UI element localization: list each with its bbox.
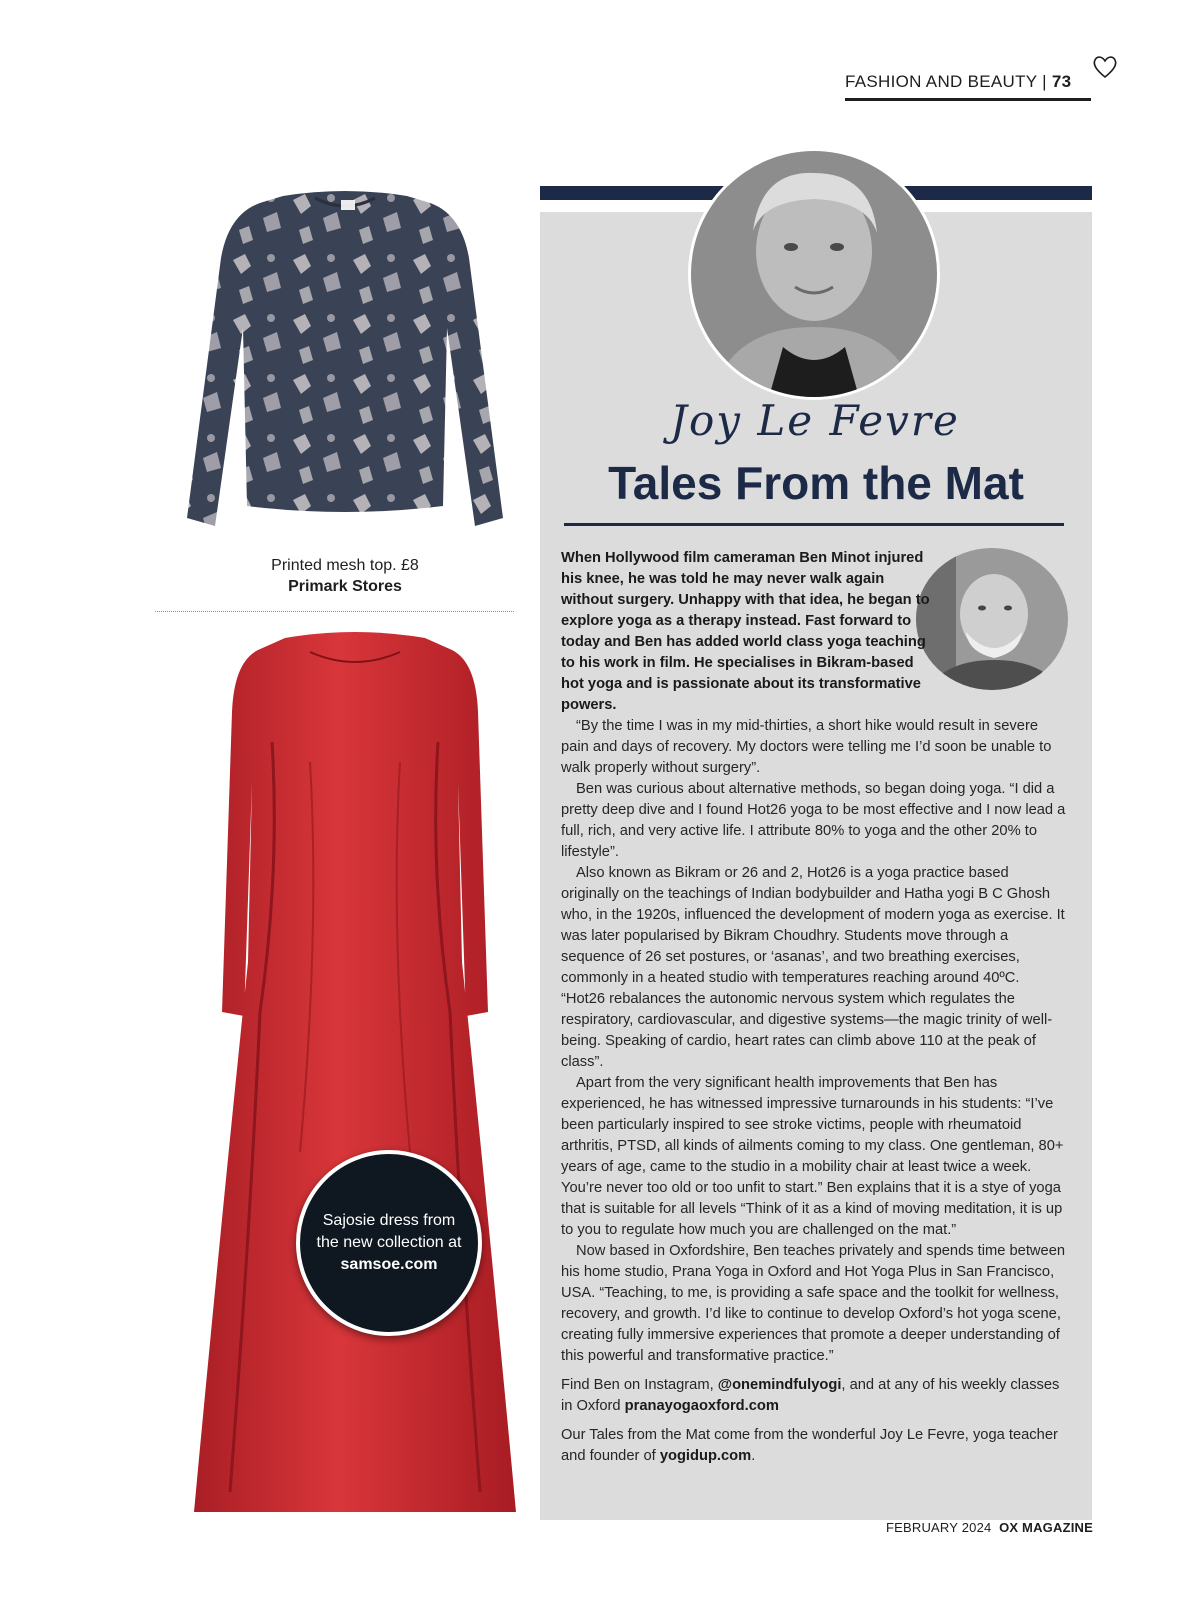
heart-icon (1091, 54, 1119, 80)
section-label: FASHION AND BEAUTY | (845, 72, 1047, 91)
dress-caption-line2: the new collection at (316, 1234, 462, 1251)
instagram-handle[interactable]: @onemindfulyogi (717, 1377, 842, 1393)
find-ben-middle: , and at any of his weekly classes in Oxford (561, 1377, 1060, 1414)
dress-caption-badge (296, 1150, 482, 1336)
yogidup-website-link[interactable]: yogidup.com (659, 1448, 752, 1464)
credit-suffix: . (751, 1448, 756, 1464)
article-lead: When Hollywood film cameraman Ben Minot injured his knee, he was told he may never walk again without surgery. Unhappy with that idea, he began to explore yoga as a therapy instead. Fast forward to today and Ben has added world class yoga teaching to his work in film. He specialises in Bikram-based hot yoga and is passionate about its transformative powers. (561, 550, 930, 713)
article-paragraph: Also known as Bikram or 26 and 2, Hot26 is a yoga practice based originally on the teachings of Indian bodybuilder and Hatha yogi B C Ghosh who, in the 1920s, influenced the development of modern yoga as exercise. It was later popularised by Bikram Choudhry. Students move through a sequence of 26 set postures, or ‘asanas’, and two breathing exercises, commonly in a heated studio with temperatures reaching around 40ºC. “Hot26 rebalances the autonomic nervous system which regulates the respiratory, cardiovascular, and digestive systems—the magic trinity of well-being. Speaking of cardio, heart rates can climb above 110 at the peak of class”. (561, 865, 1065, 1070)
header-text (845, 72, 1071, 92)
page-number: 73 (1051, 72, 1072, 91)
header-rule (845, 98, 1091, 101)
credit-note (561, 1425, 1067, 1467)
title-rule (564, 523, 1064, 526)
top-caption-text: Printed mesh top. £8 (271, 557, 419, 574)
joy-portrait-image (691, 151, 937, 397)
top-caption (175, 555, 515, 597)
article-paragraph: Now based in Oxfordshire, Ben teaches privately and spends time between his home studio, Prana Yoga in Oxford and Hot Yoga Plus in San Francisco, USA. “Teaching, to me, is providing a safe space and the toolkit for wellness, recovery, and growth. I’d like to continue to develop Oxford’s hot yoga scene, creating fully immersive experiences that promote a deeper understanding of this powerful and transformative practice.” (561, 1243, 1066, 1364)
dress-caption-line1: Sajosie dress from (322, 1212, 456, 1229)
dotted-divider (155, 611, 514, 612)
publication-name: OX MAGAZINE (999, 1520, 1093, 1535)
prana-website-link[interactable]: pranayogaoxford.com (624, 1398, 779, 1414)
find-ben-prefix: Find Ben on Instagram, (561, 1377, 718, 1393)
article-paragraph: Ben was curious about alternative methods, so began doing yoga. “I did a pretty deep dive and I found Hot26 yoga to be most effective and I now lead a full, rich, and very active life. I attribute 80% to yoga and the other 20% to lifestyle”. (561, 781, 1066, 860)
article-paragraph: “By the time I was in my mid-thirties, a short hike would result in severe pain and days of recovery. My doctors were telling me I’d soon be unable to walk properly without surgery”. (561, 718, 1052, 776)
printed-mesh-top-photo (165, 188, 525, 548)
credit-prefix: Our Tales from the Mat come from the wonderful Joy Le Fevre, yoga teacher and founder of (561, 1427, 1058, 1464)
issue-date: FEBRUARY 2024 (885, 1520, 992, 1535)
red-dress-photo (190, 632, 520, 1522)
author-signature: Joy Le Fevre (670, 396, 960, 445)
page-footer (883, 1520, 1093, 1535)
article-paragraph: Apart from the very significant health improvements that Ben has experienced, he has witnessed impressive turnarounds in his students: “I’ve been particularly inspired to see stroke victims, people with rheumatoid arthritis, PTSD, all kinds of ailments coming to my class. One gentleman, 80+ years of age, came to the studio in a mobility chair at least twice a week. You’re never too old or too unfit to start.” Ben explains that it is a stye of yoga that is suitable for all levels “Think of it as a kind of moving meditation, it is up to you to regulate how much you are challenged on the mat.” (561, 1075, 1064, 1238)
dress-store: samsoe.com (340, 1256, 438, 1273)
find-ben-note (561, 1375, 1067, 1417)
column-title: Tales From the Mat (608, 457, 1024, 509)
joy-le-fevre-portrait (688, 148, 940, 400)
top-store: Primark Stores (288, 578, 402, 595)
column-article (561, 548, 1067, 1467)
page-header (845, 62, 1115, 104)
